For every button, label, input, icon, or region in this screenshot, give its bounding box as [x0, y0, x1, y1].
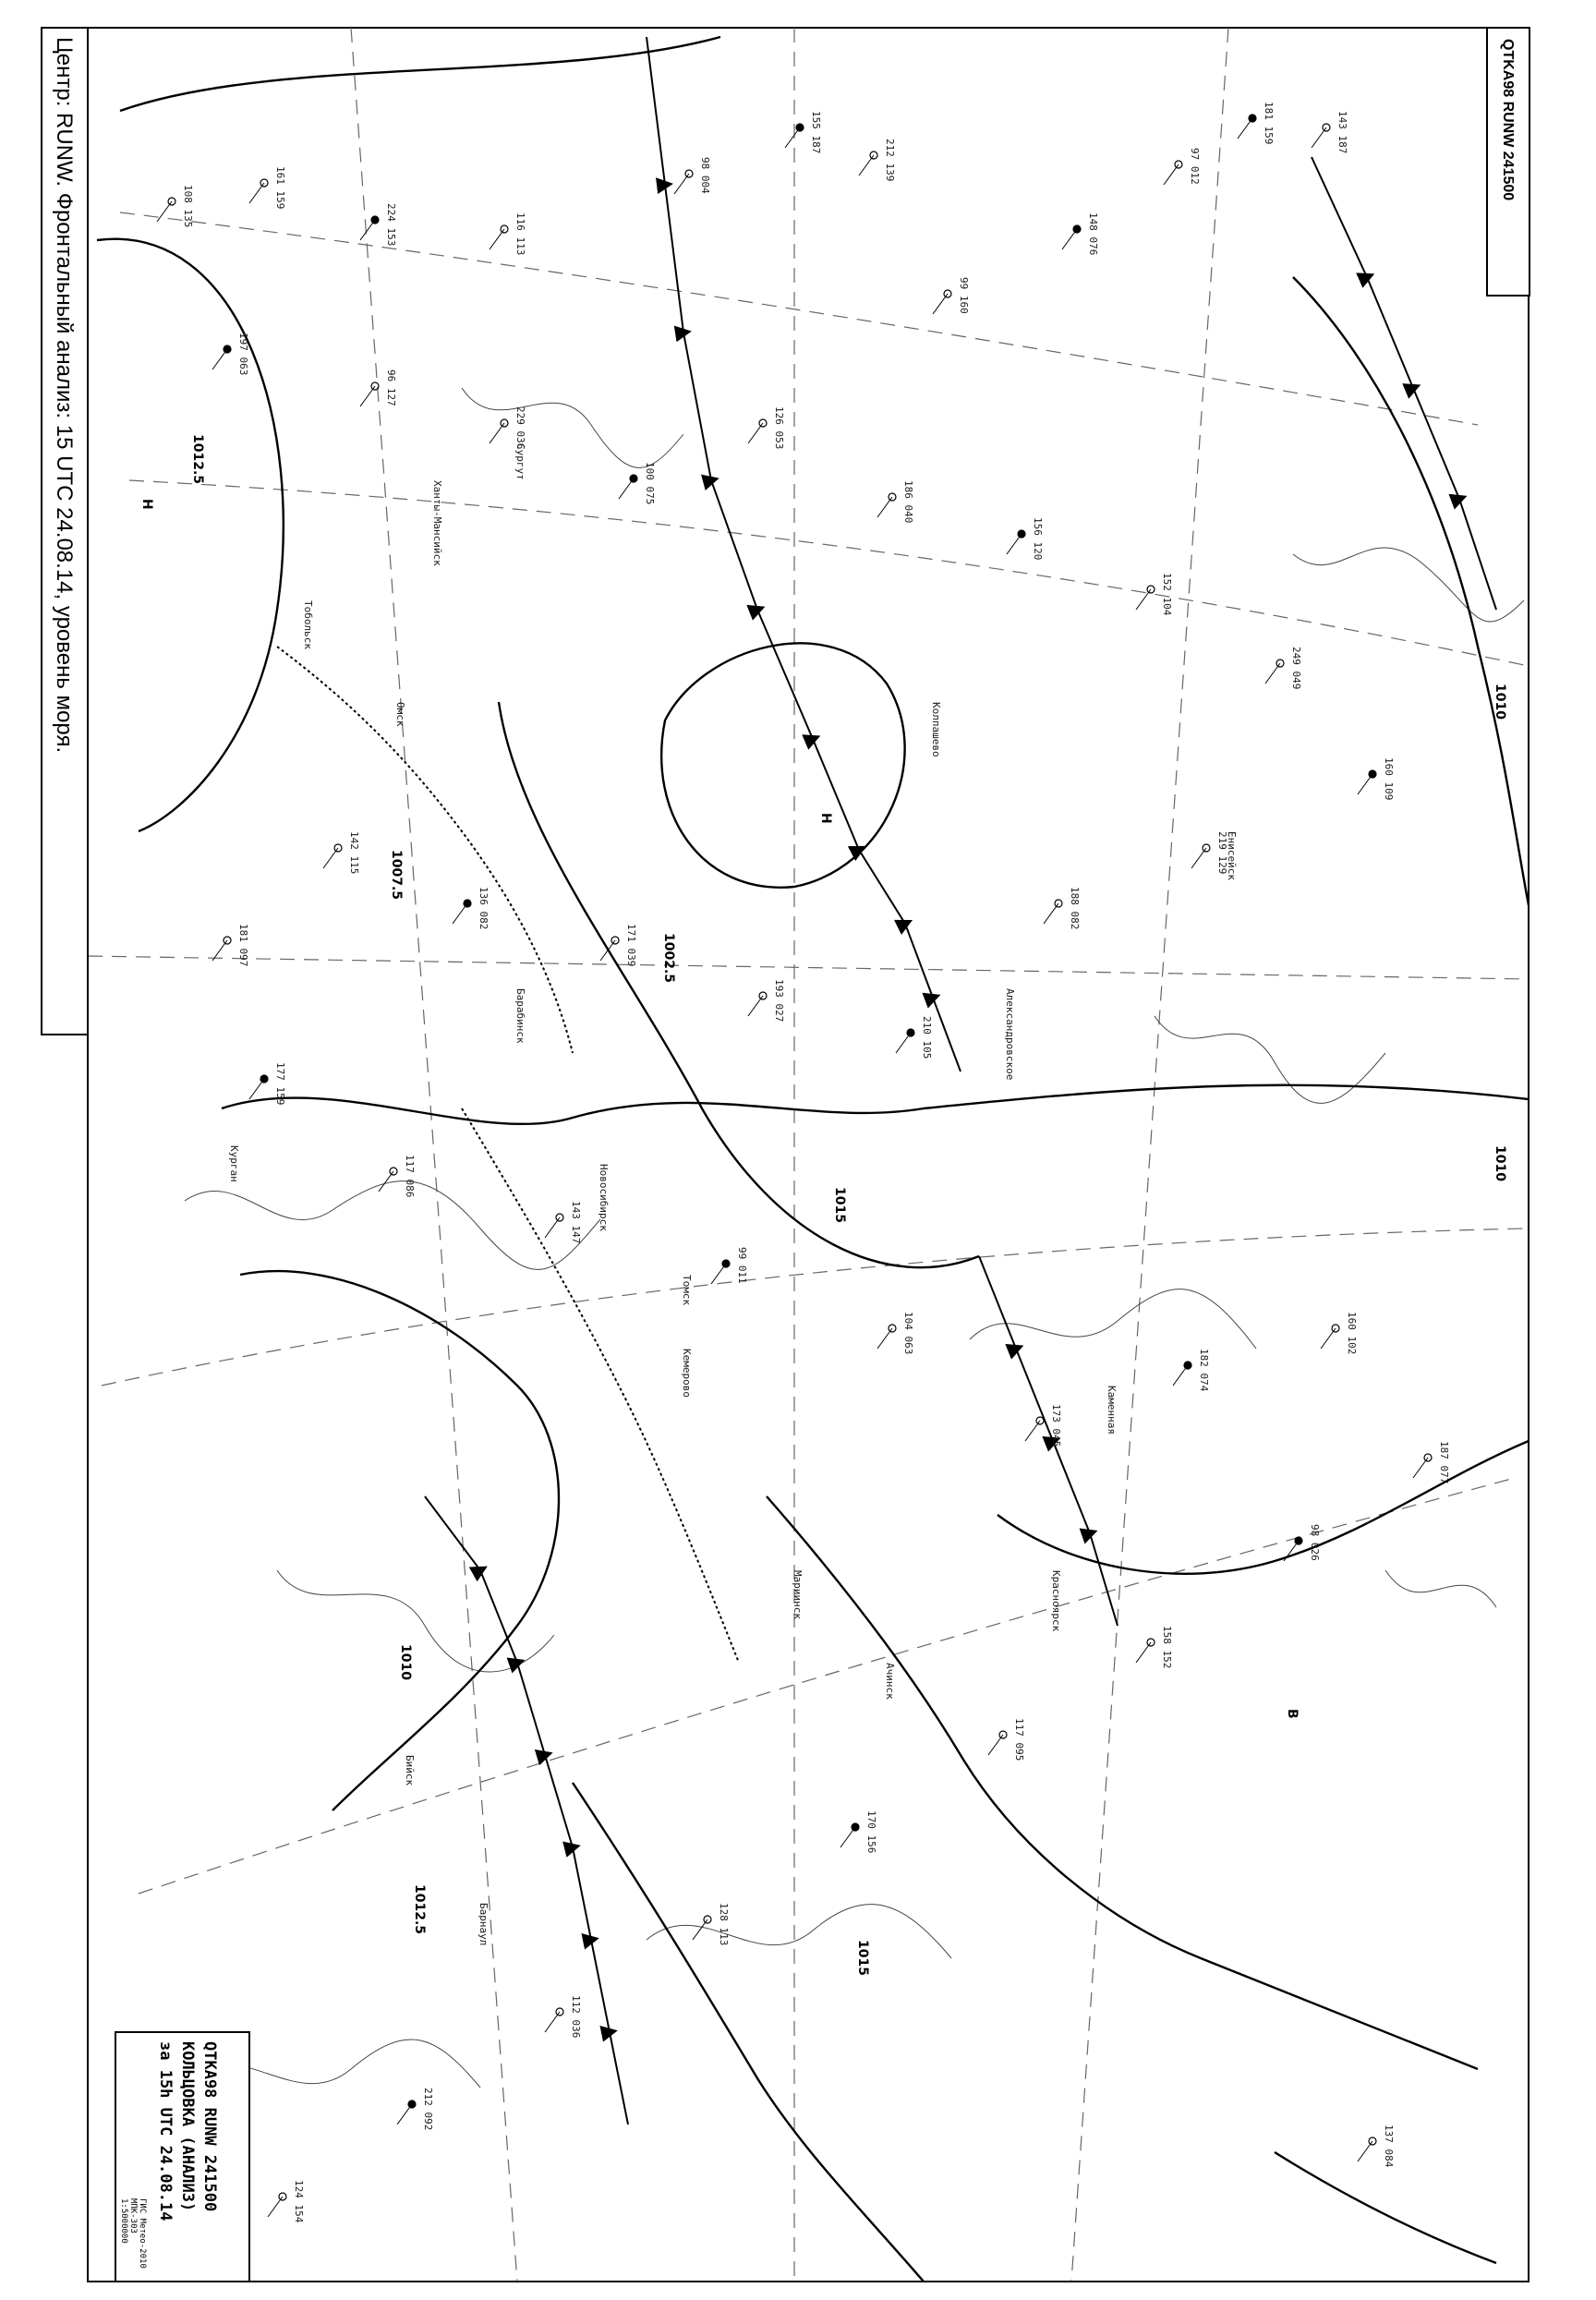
- wind-barb: [545, 2012, 560, 2032]
- station-obs-value: 116 113: [514, 212, 526, 256]
- station-name: Ханты-Мансийск: [431, 480, 443, 566]
- station-plot: [1025, 1404, 1062, 1447]
- station-plot: [1164, 148, 1201, 185]
- wind-barb: [619, 478, 634, 499]
- wind-barb: [545, 1217, 560, 1238]
- stamp-code: QTKA98 RUNW 241500: [200, 2041, 219, 2212]
- map-stamp: [115, 2032, 249, 2282]
- station-plot: [877, 1312, 914, 1354]
- wind-barb: [674, 174, 689, 194]
- station-name: Сургут: [514, 443, 526, 480]
- wind-barb: [1358, 774, 1372, 794]
- stamp-time: за 15h UTC 24.08.14: [156, 2041, 175, 2221]
- map-frame: [88, 28, 1529, 2282]
- wind-barb: [748, 996, 763, 1016]
- wind-barb: [397, 2104, 412, 2124]
- isobar-label: 1010: [1493, 1145, 1507, 1181]
- station-obs-value: 143 187: [1336, 111, 1348, 154]
- station-plot: [545, 1995, 582, 2038]
- wind-barb: [360, 386, 375, 406]
- station-obs-value: 187 077: [1438, 1441, 1450, 1484]
- station-name: Бийск: [404, 1755, 416, 1786]
- wind-barb: [212, 349, 227, 369]
- station-obs-value: 96 127: [385, 369, 397, 406]
- station-obs-value: 212 092: [422, 2088, 434, 2131]
- station-plot: [619, 462, 656, 504]
- wind-barb: [490, 229, 504, 249]
- wind-barb: [1413, 1458, 1428, 1478]
- station-obs-value: 224 153: [385, 203, 397, 247]
- station-plot: [1413, 1441, 1450, 1483]
- station-obs-value: 117 086: [404, 1155, 416, 1198]
- wind-barb: [785, 127, 800, 148]
- station-observations: [157, 102, 1450, 2223]
- station-obs-value: 161 159: [274, 166, 286, 210]
- station-obs-value: 171 039: [625, 924, 637, 967]
- isobar-label: 1010: [1493, 684, 1507, 720]
- station-obs-value: 188 082: [1069, 887, 1081, 930]
- station-name: Курган: [228, 1145, 240, 1182]
- wind-barb: [840, 1827, 855, 1847]
- station-obs-value: 143 147: [570, 1201, 582, 1244]
- station-plot: [1321, 1312, 1358, 1354]
- station-plot: [1136, 1626, 1173, 1668]
- station-plot: [748, 406, 785, 449]
- low-center-2: Н: [818, 813, 833, 824]
- station-name: Александровское: [1004, 988, 1016, 1081]
- stamp-software: ГИС Метео-2010: [138, 2198, 147, 2269]
- station-obs-value: 100 075: [644, 462, 656, 505]
- wind-barb: [323, 848, 338, 868]
- wind-barb: [877, 497, 892, 517]
- station-obs-value: 158 152: [1161, 1626, 1173, 1669]
- station-obs-value: 142 115: [348, 831, 360, 875]
- station-name: Ачинск: [884, 1663, 896, 1700]
- station-plot: [877, 480, 914, 523]
- station-obs-value: 193 027: [773, 979, 785, 1023]
- station-obs-value: 181 159: [1263, 102, 1275, 145]
- isobar-label: 1002.5: [661, 933, 676, 984]
- station-plot: [1238, 102, 1275, 144]
- station-names: [228, 443, 1238, 1945]
- station-plot: [711, 1247, 748, 1284]
- station-name: Барнаул: [478, 1903, 490, 1946]
- wind-barb: [877, 1328, 892, 1349]
- station-plot: [896, 1016, 933, 1059]
- station-plot: [379, 1155, 416, 1197]
- station-name: Кемерово: [681, 1349, 693, 1398]
- stamp-projection: МПК-303: [128, 2198, 138, 2233]
- station-plot: [933, 277, 970, 314]
- wind-barb: [896, 1033, 911, 1053]
- isobar-label: 1007.5: [389, 850, 404, 901]
- station-name: Новосибирск: [598, 1164, 610, 1231]
- station-name: Тобольск: [302, 600, 314, 649]
- station-plot: [1007, 517, 1044, 560]
- station-plot: [490, 212, 526, 255]
- wind-barb: [1191, 848, 1206, 868]
- station-plot: [323, 831, 360, 874]
- station-obs-value: 182 074: [1198, 1349, 1210, 1392]
- station-obs-value: 186 040: [902, 480, 914, 524]
- wind-barb: [1062, 229, 1077, 249]
- wind-barb: [1164, 164, 1179, 185]
- map-title-panel: [42, 28, 88, 1035]
- station-obs-value: 148 076: [1087, 212, 1099, 256]
- station-plot: [397, 2088, 434, 2130]
- station-plot: [1136, 573, 1173, 616]
- station-name: Томск: [681, 1275, 693, 1306]
- station-obs-value: 177 159: [274, 1062, 286, 1106]
- station-plot: [1044, 887, 1081, 929]
- station-obs-value: 229 036: [514, 406, 526, 450]
- wind-barb: [268, 2197, 283, 2217]
- station-obs-value: 173 045: [1050, 1404, 1062, 1447]
- station-plot: [1173, 1349, 1210, 1392]
- station-name: Колпашево: [930, 702, 942, 757]
- station-name: Красноярск: [1050, 1570, 1062, 1632]
- wind-barb: [859, 155, 874, 176]
- occluded-front: [277, 647, 739, 1663]
- warm-front: [425, 1496, 628, 2124]
- station-name: Барабинск: [514, 988, 526, 1044]
- station-obs-value: 160 102: [1346, 1312, 1358, 1355]
- station-plot: [859, 139, 896, 181]
- wind-barb: [1358, 2141, 1372, 2161]
- isobar-label: 1015: [855, 1940, 870, 1976]
- station-plot: [1062, 212, 1099, 255]
- station-plot: [693, 1903, 730, 1945]
- station-obs-value: 197 063: [237, 333, 249, 376]
- station-obs-value: 210 105: [921, 1016, 933, 1059]
- isobar-labels: [190, 434, 1507, 1976]
- station-plot: [545, 1201, 582, 1243]
- station-plot: [674, 157, 711, 194]
- wind-barb: [1007, 534, 1022, 554]
- station-obs-value: 170 156: [865, 1810, 877, 1854]
- low-center-1: Н: [139, 499, 154, 510]
- station-plot: [1358, 2124, 1395, 2168]
- station-plot: [268, 2180, 305, 2223]
- station-obs-value: 104 063: [902, 1312, 914, 1355]
- wind-barb: [1044, 903, 1058, 924]
- station-plot: [1358, 757, 1395, 800]
- isobar-label: 1010: [398, 1644, 413, 1680]
- station-name: Мариинск: [792, 1570, 804, 1619]
- station-plot: [748, 979, 785, 1022]
- station-plot: [212, 333, 249, 375]
- isobar-label: 1012.5: [190, 434, 205, 485]
- station-obs-value: 212 139: [884, 139, 896, 182]
- station-obs-value: 117 095: [1013, 1718, 1025, 1761]
- station-obs-value: 156 120: [1032, 517, 1044, 561]
- wind-barb: [988, 1735, 1003, 1755]
- station-obs-value: 98 026: [1309, 1524, 1321, 1561]
- station-obs-value: 112 036: [570, 1995, 582, 2039]
- station-obs-value: 98 004: [699, 157, 711, 194]
- station-obs-value: 124 154: [293, 2180, 305, 2223]
- stamp-name: КОЛЬЦОВКА (АНАЛИЗ): [178, 2041, 197, 2212]
- wind-barb: [1321, 1328, 1336, 1349]
- station-obs-value: 152 104: [1161, 573, 1173, 616]
- station-plot: [157, 185, 194, 227]
- graticule: [88, 28, 1529, 2282]
- station-plot: [1191, 831, 1228, 874]
- station-plot: [453, 887, 490, 929]
- station-obs-value: 99 160: [958, 277, 970, 314]
- station-name: Омск: [394, 702, 406, 727]
- wind-barb: [490, 423, 504, 443]
- map-title: Центр: RUNW. Фронтальный анализ: 15 UTC 24.08.14, уровень моря.: [52, 37, 77, 754]
- isobar-label: 1015: [832, 1187, 847, 1223]
- wind-barb: [249, 183, 264, 203]
- station-plot: [785, 111, 822, 153]
- wind-barb: [693, 1919, 707, 1940]
- station-obs-value: 249 049: [1290, 647, 1302, 690]
- station-obs-value: 97 012: [1189, 148, 1201, 185]
- wind-barb: [933, 294, 948, 314]
- wind-barb: [711, 1264, 726, 1284]
- station-obs-value: 137 084: [1383, 2124, 1395, 2168]
- station-plot: [212, 924, 249, 966]
- wind-barb: [1238, 118, 1252, 139]
- station-name: Каменная: [1106, 1386, 1118, 1434]
- stamp-scale: 1:5000000: [119, 2198, 128, 2244]
- wind-barb: [1173, 1365, 1188, 1386]
- station-obs-value: 155 187: [810, 111, 822, 154]
- header-code: QTKA98 RUNW 241500: [1500, 39, 1516, 201]
- wind-barb: [748, 423, 763, 443]
- wind-barb: [379, 1171, 393, 1192]
- station-plot: [1265, 647, 1302, 689]
- isobars: [97, 37, 1529, 2282]
- station-plot: [1312, 111, 1348, 153]
- station-obs-value: 136 082: [478, 887, 490, 930]
- station-obs-value: 160 109: [1383, 757, 1395, 801]
- station-plot: [840, 1810, 877, 1853]
- wind-barb: [249, 1079, 264, 1099]
- station-obs-value: 99 011: [736, 1247, 748, 1284]
- wind-barb: [453, 903, 467, 924]
- header-code-panel: [1487, 28, 1530, 296]
- station-obs-value: 128 113: [718, 1903, 730, 1946]
- wind-barb: [1136, 1642, 1151, 1663]
- station-plot: [988, 1718, 1025, 1761]
- high-center-1: В: [1285, 1709, 1300, 1719]
- wind-barb: [1265, 663, 1280, 684]
- station-obs-value: 219 129: [1216, 831, 1228, 875]
- wind-barb: [360, 220, 375, 240]
- wind-barb: [1284, 1541, 1299, 1561]
- wind-barb: [1025, 1421, 1040, 1441]
- station-plot: [249, 166, 286, 209]
- station-obs-value: 181 097: [237, 924, 249, 967]
- rivers: [185, 388, 1524, 2088]
- isobar-label: 1012.5: [412, 1884, 427, 1935]
- station-obs-value: 108 135: [182, 185, 194, 228]
- cold-front: [647, 37, 1496, 1626]
- wind-barb: [1312, 127, 1326, 148]
- station-obs-value: 126 053: [773, 406, 785, 450]
- station-name: Енисейск: [1226, 831, 1238, 880]
